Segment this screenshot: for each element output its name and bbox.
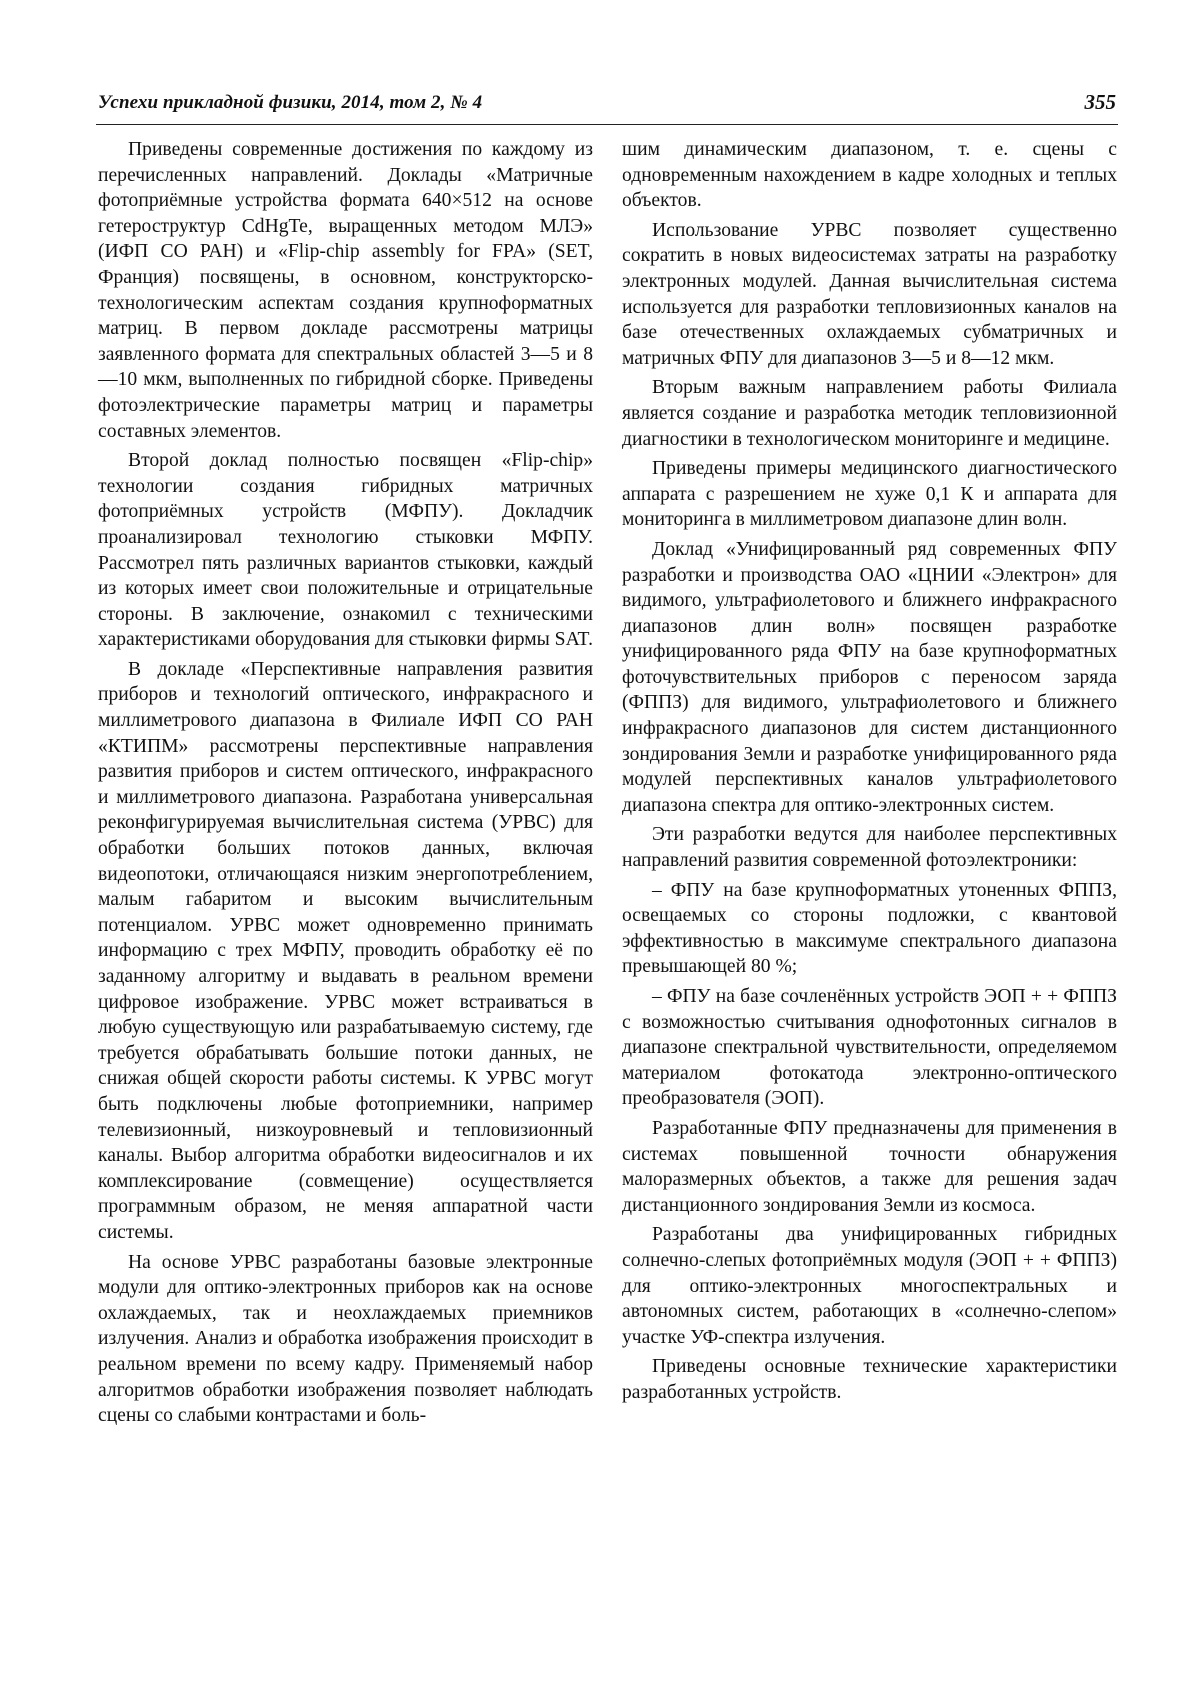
paragraph: Доклад «Унифицированный ряд современных ФПУ разработки и производства ОАО «ЦНИИ «Электрон» для видимого, ультрафиолетового и ближнего инфракрасного диапазонов длин волн» посвящен разработке унифицированного ряда ФПУ на базе крупноформатных фоточувствительных приборов с переносом заряда (ФППЗ) для видимого, ультрафиолетового и ближнего инфракрасного диапазонов для систем дистанционного зондирования Земли и разработке унифицированного ряда модулей перспективных каналов ультрафиолетового диапазона спектра для оптико-электронных систем. [622, 538, 1117, 816]
list-item: – ФПУ на базе крупноформатных утоненных ФППЗ, освещаемых со стороны подложки, с квантовой эффективностью в максимуме спектрального диапазона превышающей 80 %; [622, 879, 1117, 978]
running-header [96, 90, 1118, 125]
paragraph: Приведены основные технические характеристики разработанных устройств. [622, 1356, 1117, 1403]
paragraph: Приведены примеры медицинского диагностического аппарата с разрешением не хуже 0,1 К и аппарата для мониторинга в миллиметровом диапазоне длин волн. [622, 458, 1117, 531]
paragraph: Эти разработки ведутся для наиболее перспективных направлений развития современной фотоэлектроники: [622, 824, 1117, 872]
left-column [98, 137, 593, 1433]
paragraph: Приведены современные достижения по каждому из перечисленных направлений. Доклады «Матричные фотоприёмные устройства формата 640×512 на основе гетероструктур CdHgTe, выращенных методом МЛЭ» (ИФП СО РАН) и «Flip-chip assembly for FPA» (SET, Франция) посвящены, в основном, конструкторско-технологическим аспектам создания крупноформатных матриц. В первом докладе рассмотрены матрицы заявленного формата для спектральных областей 3—5 и 8—10 мкм, выполненных по гибридной сборке. Приведены фотоэлектрические параметры матриц и параметры составных элементов. [98, 139, 593, 442]
paragraph: На основе УРВС разработаны базовые электронные модули для оптико-электронных приборов как на основе охлаждаемых, так и неохлаждаемых приемников излучения. Анализ и обработка изображения происходит в реальном времени по всему кадру. Применяемый набор алгоритмов обработки изображения позволяет наблюдать сцены со слабыми контрастами и боль- [98, 1251, 593, 1427]
paragraph: Разработаны два унифицированных гибридных солнечно-слепых фотоприёмных модуля (ЭОП + + ФППЗ) для оптико-электронных многоспектральных и автономных систем, работающих в «солнечно-слепом» участке УФ-спектра излучения. [622, 1224, 1117, 1348]
paragraph: Разработанные ФПУ предназначены для применения в системах повышенной точности обнаружения малоразмерных объектов, а также для решения задач дистанционного зондирования Земли из космоса. [622, 1117, 1117, 1216]
paragraph-continuation: шим динамическим диапазоном, т. е. сцены с одновременным нахождением в кадре холодных и теплых объектов. [622, 139, 1117, 212]
paragraph: В докладе «Перспективные направления развития приборов и технологий оптического, инфракрасного и миллиметрового диапазона в Филиале ИФП СО РАН «КТИПМ» рассмотрены перспективные направления развития приборов и систем оптического, инфракрасного и миллиметрового диапазона. Разработана универсальная реконфигурируемая вычислительная система (УРВС) для обработки больших потоков данных, включая видеопотоки, отличающаяся низким энергопотреблением, малым габаритом и высоким вычислительным потенциалом. УРВС может одновременно принимать информацию с трех МФПУ, проводить обработку её по заданному алгоритму и выдавать в реальном времени цифровое изображение. УРВС может встраиваться в любую существующую или разрабатываемую систему, где требуется обрабатывать большие потоки данных, не снижая общей скорости работы системы. К УРВС могут быть подключены любые фотоприемники, например телевизионный, низкоуровневый и тепловизионный каналы. Выбор алгоритма обработки видеосигналов и их комплексирование (совмещение) осуществляется программным образом, не меняя аппаратной части системы. [98, 658, 593, 1243]
paragraph: Использование УРВС позволяет существенно сократить в новых видеосистемах затраты на разработку электронных модулей. Данная вычислительная система используется для разработки тепловизионных каналов на базе отечественных охлаждаемых субматричных и матричных ФПУ для диапазонов 3—5 и 8—12 мкм. [622, 219, 1117, 369]
journal-citation: Успехи прикладной физики, 2014, том 2, № 4 [98, 92, 483, 113]
list-item: – ФПУ на базе сочленённых устройств ЭОП + + ФППЗ с возможностью считывания однофотонных сигналов в диапазоне спектральной чувствительности, определяемом материалом фотокатода электронно-оптического преобразователя (ЭОП). [622, 986, 1117, 1110]
right-column [622, 137, 1117, 1410]
paragraph: Второй доклад полностью посвящен «Flip-chip» технологии создания гибридных матричных фотоприёмных устройств (МФПУ). Докладчик проанализировал технологию стыковки МФПУ. Рассмотрел пять различных вариантов стыковки, каждый из которых имеет свои положительные и отрицательные стороны. В заключение, ознакомил с техническими характеристиками оборудования для стыковки фирмы SAT. [98, 450, 593, 651]
paragraph: Вторым важным направлением работы Филиала является создание и разработка методик тепловизионной диагностики в технологическом мониторинге и медицине. [622, 377, 1117, 450]
page-number: 355 [1084, 90, 1116, 114]
